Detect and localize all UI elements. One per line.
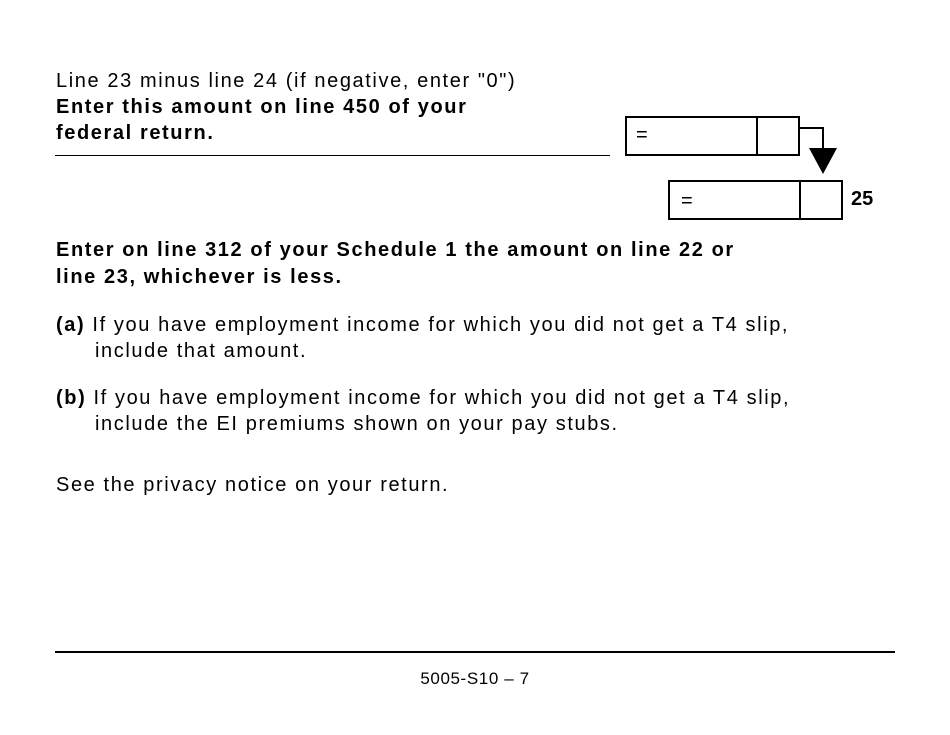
note-marker: (a) xyxy=(56,314,86,336)
privacy-notice: See the privacy notice on your return. xyxy=(56,474,450,496)
note-text: If you have employment income for which you did not get a T4 slip, xyxy=(93,387,791,409)
section-underline xyxy=(55,155,610,156)
amount-box-line-25[interactable] xyxy=(668,180,843,220)
cents-divider xyxy=(756,118,758,154)
footer-rule xyxy=(55,651,895,653)
note-a xyxy=(56,312,789,338)
note-text: If you have employment income for which you did not get a T4 slip, xyxy=(92,314,790,336)
note-a-cont: include that amount. xyxy=(95,340,308,362)
schedule-1-instruction: Enter on line 312 of your Schedule 1 the amount on line 22 or xyxy=(56,239,735,261)
line-number-label: 25 xyxy=(851,188,874,210)
note-marker: (b) xyxy=(56,387,87,409)
down-arrow-icon xyxy=(798,126,842,176)
enter-line-450-text: Enter this amount on line 450 of your xyxy=(56,96,468,118)
note-b xyxy=(56,385,790,411)
equals-sign: = xyxy=(681,190,693,212)
federal-return-text: federal return. xyxy=(56,122,215,144)
cents-divider xyxy=(799,182,801,218)
equals-sign: = xyxy=(636,124,648,146)
line-23-minus-24-text: Line 23 minus line 24 (if negative, enter "0") xyxy=(56,70,517,92)
note-b-cont: include the EI premiums shown on your pay stubs. xyxy=(95,413,619,435)
form-code: 5005-S10 – 7 xyxy=(420,669,530,688)
amount-box-top[interactable] xyxy=(625,116,800,156)
schedule-1-instruction-cont: line 23, whichever is less. xyxy=(56,266,343,288)
